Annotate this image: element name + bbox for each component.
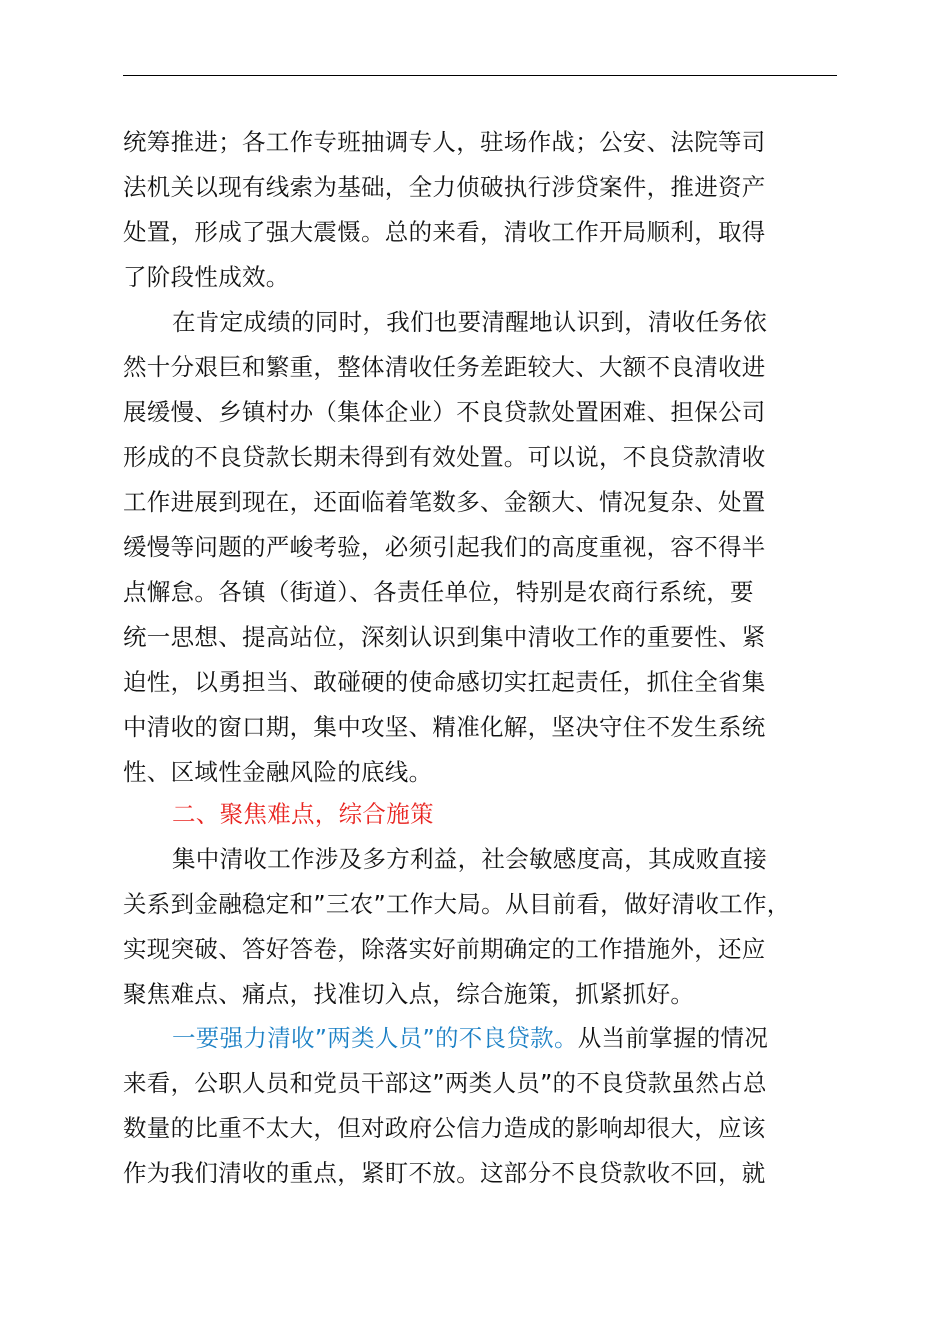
paragraph-line: [172, 1023, 932, 1053]
paragraph-line: 性、区域性金融风险的底线。: [123, 758, 433, 786]
section-heading: 二、聚焦难点，综合施策: [172, 800, 434, 828]
paragraph-line: 然十分艰巨和繁重，整体清收任务差距较大、大额不良清收进: [123, 353, 766, 381]
paragraph-line: 中清收的窗口期，集中攻坚、精准化解，坚决守住不发生系统: [123, 713, 766, 741]
paragraph-line: 来看，公职人员和党员干部这”两类人员”的不良贷款虽然占总: [123, 1069, 767, 1097]
paragraph-line: 迫性，以勇担当、敢碰硬的使命感切实扛起责任，抓住全省集: [123, 668, 766, 696]
paragraph-line: 数量的比重不太大，但对政府公信力造成的影响却很大，应该: [123, 1114, 766, 1142]
paragraph-line: 缓慢等问题的严峻考验，必须引起我们的高度重视，容不得半: [123, 533, 766, 561]
paragraph-line: 点懈怠。各镇（街道）、各责任单位，特别是农商行系统，要: [123, 578, 754, 606]
paragraph-line: 作为我们清收的重点，紧盯不放。这部分不良贷款收不回，就: [123, 1159, 766, 1187]
paragraph-line: 统筹推进；各工作专班抽调专人，驻场作战；公安、法院等司: [123, 128, 766, 156]
paragraph-line: 在肯定成绩的同时，我们也要清醒地认识到，清收任务依: [172, 308, 767, 336]
paragraph-line: 展缓慢、乡镇村办（集体企业）不良贷款处置困难、担保公司: [123, 398, 766, 426]
paragraph-line: 工作进展到现在，还面临着笔数多、金额大、情况复杂、处置: [123, 488, 766, 516]
paragraph-line: 处置，形成了强大震慑。总的来看，清收工作开局顺利，取得: [123, 218, 766, 246]
paragraph-line: 法机关以现有线索为基础，全力侦破执行涉贷案件，推进资产: [123, 173, 766, 201]
paragraph-line: 关系到金融稳定和”三农”工作大局。从目前看，做好清收工作，: [123, 890, 791, 918]
paragraph-line: 聚焦难点、痛点，找准切入点，综合施策，抓紧抓好。: [123, 980, 695, 1008]
paragraph-line: 形成的不良贷款长期未得到有效处置。可以说，不良贷款清收: [123, 443, 766, 471]
lead-sentence: 一要强力清收”两类人员”的不良贷款。: [172, 1024, 578, 1052]
header-rule: [123, 75, 837, 76]
paragraph-line: 集中清收工作涉及多方利益，社会敏感度高，其成败直接: [172, 845, 767, 873]
paragraph-line: 了阶段性成效。: [123, 263, 290, 291]
paragraph-line: 统一思想、提高站位，深刻认识到集中清收工作的重要性、紧: [123, 623, 766, 651]
paragraph-line: 实现突破、答好答卷，除落实好前期确定的工作措施外，还应: [123, 935, 766, 963]
paragraph-text: 从当前掌握的情况: [577, 1024, 769, 1052]
